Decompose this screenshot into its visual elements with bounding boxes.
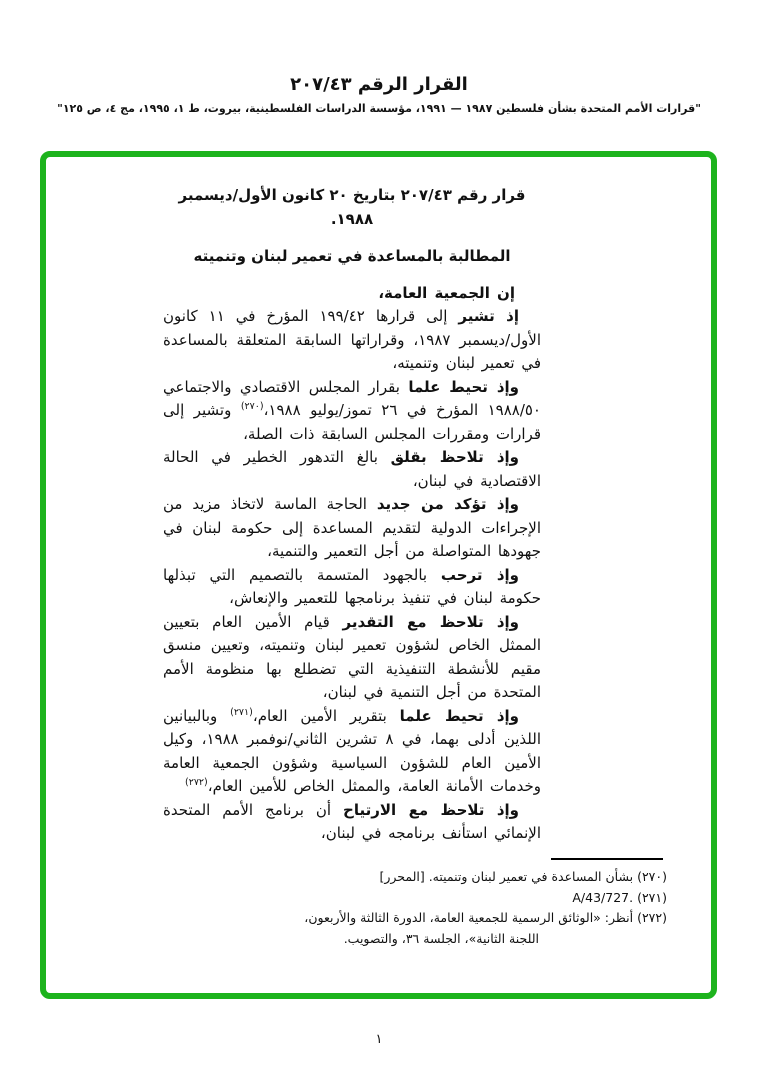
paragraph-text: أن برنامج الأمم المتحدة الإنمائي استأنف برنامجه في لبنان، — [163, 800, 541, 842]
paragraph-text: قيام الأمين العام بتعيين الممثل الخاص لشؤون تعمير لبنان وتنميته، وتعيين منسق مقيم للأنشطة التنفيذية التي تضطلع بها منظومة الأمم المتحدة من أجل التنمية في لبنان، — [163, 612, 541, 701]
preamble-lead-phrase: وإذ تلاحظ مع التقدير — [342, 612, 519, 631]
preamble-lead-phrase: وإذ تحيط علما — [399, 706, 519, 725]
footnote-separator — [551, 858, 663, 860]
preamble-lead-phrase: وإذ تؤكد من جديد — [376, 495, 520, 513]
footnote-ref: (٢٧١) — [230, 706, 253, 718]
preamble-paragraph — [163, 493, 541, 564]
footnote-line: (٢٧٢) أنظر: «الوثائق الرسمية للجمعية العامة، الدورة الثالثة والأربعون، — [304, 910, 667, 925]
preamble-paragraph — [163, 611, 541, 705]
preamble-opening: إن الجمعية العامة، — [378, 284, 515, 302]
resolution-text-column — [163, 183, 541, 846]
preamble-lead-phrase: وإذ تحيط علما — [408, 377, 519, 396]
paragraph-text: الحاجة الماسة لاتخاذ مزيد من الإجراءات الدولية لتقديم المساعدة إلى حكومة لبنان في جهودها المتواصلة من أجل التعمير والتنمية، — [163, 495, 541, 560]
footnote-line: (٢٧٠) بشأن المساعدة في تعمير لبنان وتنميته. [المحرر] — [379, 869, 667, 884]
preamble-paragraph — [163, 705, 541, 799]
preamble-paragraph — [163, 564, 541, 611]
footnote-line: اللجنة الثانية»، الجلسة ٣٦، والتصويب. — [343, 930, 539, 946]
paragraph-text: وبالبيانين اللذين أدلى بهما، في ٨ تشرين الثاني/نوفمبر ١٩٨٨، وكيل الأمين العام للشؤون السياسية وشؤون الجمعية العامة وخدمات الأمانة العامة، والممثل الخاص للأمين العام، — [163, 706, 541, 795]
source-citation-line: "قرارات الأمم المتحدة بشأن فلسطين ١٩٨٧ — ١٩٩١، مؤسسة الدراسات الفلسطينية، بيروت، ط ١، ١٩٩٥، مج ٤، ص ١٢٥" — [57, 102, 701, 115]
preamble-lead-phrase: وإذ ترحب — [440, 565, 519, 584]
footnote-line: (٢٧١) A/43/727.‎ — [572, 889, 667, 905]
preamble-paragraph — [163, 799, 541, 846]
preamble-paragraph — [163, 446, 541, 493]
preamble-paragraph — [163, 305, 541, 376]
preamble-lead-phrase: إذ تشير — [458, 307, 520, 325]
paragraph-text: إلى قرارها ١٩٩/٤٢ المؤرخ في ١١ كانون الأول/ديسمبر ١٩٨٧، وقراراتها السابقة المتعلقة بالمساعدة في تعمير لبنان وتنميته، — [163, 307, 541, 372]
paragraph-text: وتشير إلى قرارات ومقررات المجلس السابقة ذات الصلة، — [163, 401, 541, 443]
preamble-paragraph — [163, 376, 541, 447]
resolution-highlight-box — [40, 151, 717, 999]
preamble-lead-phrase: وإذ تلاحظ بقلق — [390, 448, 520, 466]
paragraph-text: بالجهود المتسمة بالتصميم التي تبذلها حكومة لبنان في تنفيذ برنامجها للتعمير والإنعاش، — [163, 565, 541, 607]
page-number: ١ — [375, 1032, 383, 1047]
footnote-ref: (٢٧٠) — [240, 401, 264, 412]
resolution-subject: المطالبة بالمساعدة في تعمير لبنان وتنميته — [193, 247, 511, 265]
preamble-paragraphs — [163, 305, 541, 846]
page-title: القرار الرقم ٢٠٧/٤٣ — [290, 74, 468, 95]
preamble-lead-phrase: وإذ تلاحظ مع الارتياح — [343, 800, 520, 819]
footnote-lines — [295, 867, 667, 949]
paragraph-text: بقرار المجلس الاقتصادي والاجتماعي ١٩٨٨/٥٠ المؤرخ في ٢٦ تموز/يوليو ١٩٨٨، — [163, 377, 541, 419]
paragraph-text: بالغ التدهور الخطير في الحالة الاقتصادية في لبنان، — [163, 448, 541, 490]
footnotes-section — [295, 858, 667, 949]
paragraph-text: بتقرير الأمين العام، — [252, 706, 400, 725]
resolution-heading: قرار رقم ٢٠٧/٤٣ بتاريخ ٢٠ كانون الأول/ديسمبر ١٩٨٨. — [178, 186, 526, 228]
footnote-ref: (٢٧٢) — [185, 777, 208, 788]
